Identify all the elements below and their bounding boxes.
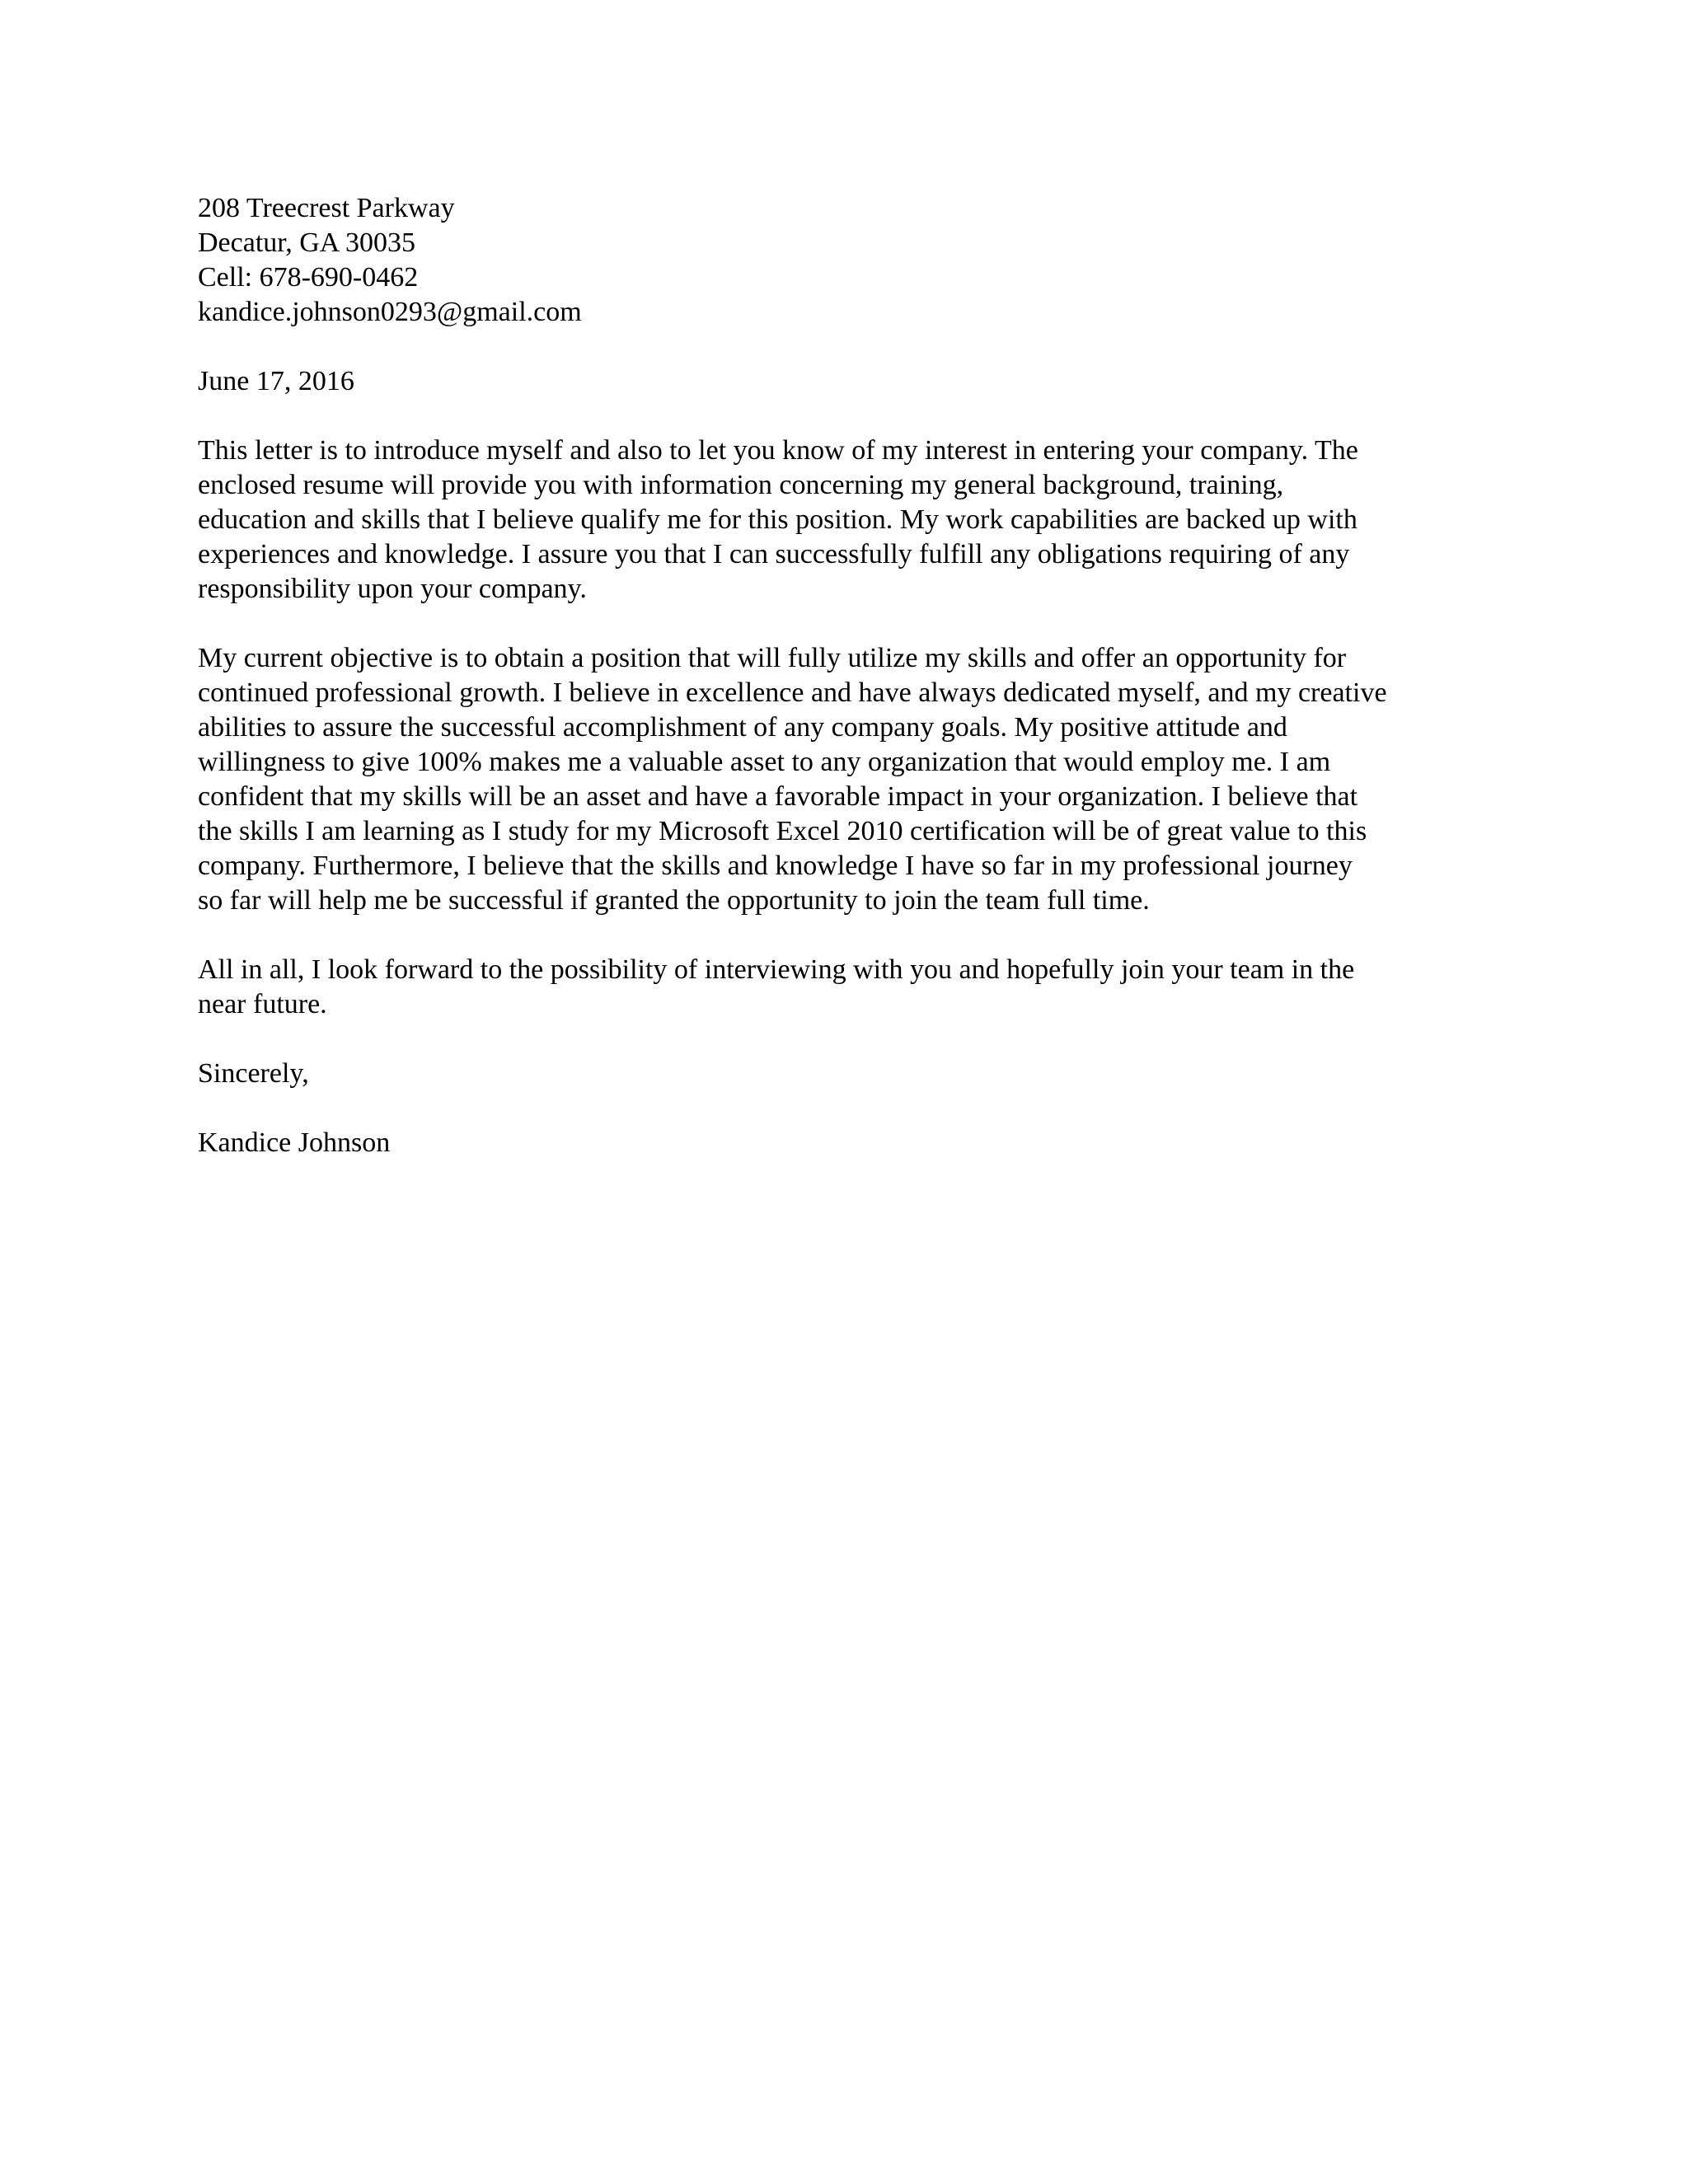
paragraph-line: the skills I am learning as I study for my Microsoft Excel 2010 certification will be of great value to this [198,816,1367,846]
paragraph-line: abilities to assure the successful accomplishment of any company goals. My positive attitude and [198,712,1287,743]
paragraph-line: company. Furthermore, I believe that the skills and knowledge I have so far in my professional journey [198,851,1353,881]
letter-date-block [198,364,1500,399]
signature-name: Kandice Johnson [198,1127,391,1158]
paragraph-line: education and skills that I believe qualify me for this position. My work capabilities are backed up with [198,504,1357,535]
signature-block [198,1126,1500,1160]
cover-letter [198,191,1500,1160]
paragraph-line: near future. [198,989,327,1019]
paragraph-line: My current objective is to obtain a position that will fully utilize my skills and offer an opportunity for [198,643,1347,673]
letter-date: June 17, 2016 [198,366,354,396]
paragraph-line: continued professional growth. I believe in excellence and have always dedicated myself, and my creative [198,677,1387,708]
address-phone: Cell: 678-690-0462 [198,262,419,293]
paragraph-line: so far will help me be successful if granted the opportunity to join the team full time. [198,885,1150,916]
address-email: kandice.johnson0293@gmail.com [198,297,582,327]
paragraph-line: confident that my skills will be an asset and have a favorable impact in your organization. I believe that [198,781,1358,812]
body-paragraph-1 [198,434,1500,607]
body-paragraph-3 [198,953,1500,1022]
closing: Sincerely, [198,1058,309,1089]
body-paragraph-2 [198,641,1500,918]
address-city: Decatur, GA 30035 [198,227,415,258]
closing-block [198,1057,1500,1091]
paragraph-line: This letter is to introduce myself and also to let you know of my interest in entering your company. The [198,435,1358,466]
paragraph-line: experiences and knowledge. I assure you that I can successfully fulfill any obligations requiring of any [198,539,1350,569]
address-street: 208 Treecrest Parkway [198,193,455,223]
paragraph-line: willingness to give 100% makes me a valuable asset to any organization that would employ me. I am [198,747,1331,777]
sender-address [198,191,1500,330]
paragraph-line: All in all, I look forward to the possibility of interviewing with you and hopefully join your team in the [198,954,1355,985]
paragraph-line: enclosed resume will provide you with information concerning my general background, training, [198,470,1284,500]
paragraph-line: responsibility upon your company. [198,574,587,604]
